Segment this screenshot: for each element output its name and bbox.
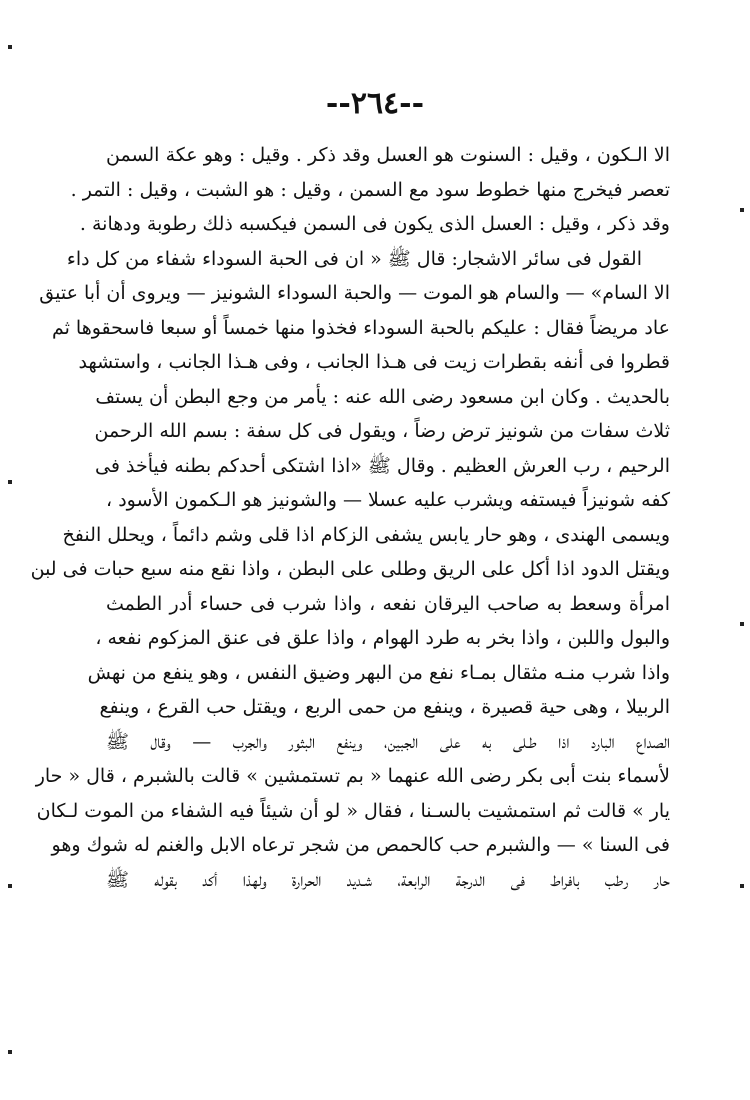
scan-edge-mark [740, 208, 744, 212]
page-number: --٢٦٤-- [325, 86, 425, 121]
text-line: قطروا فى أنفه بقطرات زيت فى هـذا الجانب ، وفى هـذا الجانب ، واستشهد [78, 351, 670, 373]
text-line: بالحديث . وكان ابن مسعود رضى الله عنه : يأمر من وجع البطن أن يستف [95, 385, 670, 408]
text-line: واذا شرب منـه مثقال بمـاء نفع من البهر وضيق النفس ، وهو ينفع من نهش [87, 661, 670, 684]
body-text [30, 138, 670, 897]
scan-edge-mark [8, 480, 12, 484]
text-line: ويسمى الهندى ، وهو حار يابس يشفى الزكام اذا قلى وشم دائماً ، ويحلل النفخ [62, 523, 670, 546]
scan-edge-mark [8, 884, 12, 888]
text-line: عاد مريضاً فقال : عليكم بالحبة السوداء فخذوا منها خمساً أو سبعا فاسحقوها ثم [51, 316, 670, 339]
text-line: ثلاث سفات من شونيز ترض رضاً ، ويقول فى كل سفة : بسم الله الرحمن [94, 420, 670, 442]
text-line: الربيلا ، وهى حية قصيرة ، وينفع من حمى الربع ، ويقتل حب القرع ، وينفع [99, 696, 670, 718]
text-line: الا السام» — والسام هو الموت — والحبة السوداء الشونيز — ويروى أن أبا عتيق [39, 282, 670, 304]
text-line: يار » قالت ثم استمشيت بالسـنا ، فقال « لو أن شيئاً فيه الشفاء من الموت لـكان [36, 799, 670, 822]
scan-edge-mark [740, 622, 744, 626]
text-line: والبول واللبن ، واذا بخر به طرد الهوام ، واذا علق فى عنق المزكوم نفعه ، [95, 627, 670, 649]
text-line: لأسماء بنت أبى بكر رضى الله عنهما « بم تستمشين » قالت بالشبرم ، قال « حار [35, 765, 670, 787]
text-line: الصداع البارد اذا طـلى به على الجبين، وينفع البثور والجرب — وقال ﷺ [106, 730, 670, 753]
scan-edge-mark [8, 1050, 12, 1054]
text-line: وقد ذكر ، وقيل : العسل الذى يكون فى السمن فيكسبه ذلك رطوبة ودهانة . [79, 213, 670, 235]
text-line: الرحيم ، رب العرش العظيم . وقال ﷺ «اذا اشتكى أحدكم بطنه فيأخذ فى [95, 454, 670, 477]
text-line: حار رطب بافراط فى الدرجة الرابعة، شـديد الحرارة ولهذا أكد بقوله ﷺ [106, 868, 670, 891]
text-line: ويقتل الدود اذا أكل على الريق وطلى على البطن ، واذا نقع منه سبع حبات فى لبن [30, 558, 670, 580]
text-line: القول فى سائر الاشجار: قال ﷺ « ان فى الحبة السوداء شفاء من كل داء [66, 247, 642, 270]
text-line: فى السنا » — والشبرم حب كالحمص من شجر ترعاه الابل والغنم له شوك وهو [51, 834, 670, 856]
scan-edge-mark [740, 884, 744, 888]
text-line: الا الـكون ، وقيل : السنوت هو العسل وقد ذكر . وقيل : وهو عكة السمن [106, 144, 670, 166]
scan-edge-mark [8, 45, 12, 49]
text-line: كفه شونيزاً فيستفه ويشرب عليه عسلا — والشونيز هو الـكمون الأسود ، [106, 489, 670, 511]
text-line: امرأة وسعط به صاحب اليرقان نفعه ، واذا شرب فى حساء أدر الطمث [106, 592, 670, 615]
text-line: تعصر فيخرج منها خطوط سود مع السمن ، وقيل : هو الشبت ، وقيل : التمر . [70, 178, 670, 201]
